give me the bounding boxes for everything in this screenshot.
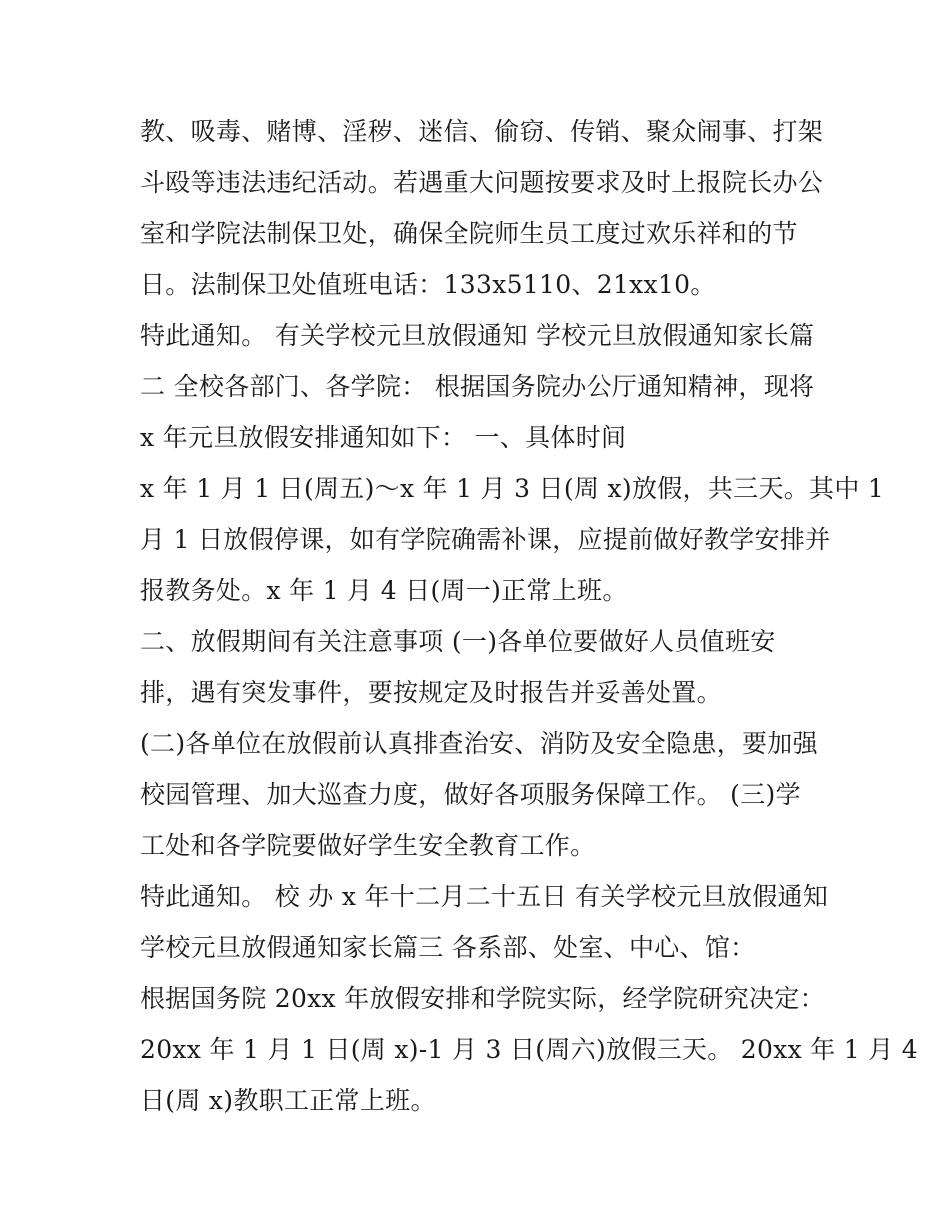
- text-line: (二)各单位在放假前认真排查治安、消防及安全隐患，要加强: [140, 729, 818, 758]
- text-line: 根据国务院 20xx 年放假安排和学院实际，经学院研究决定：: [140, 984, 825, 1013]
- document-page: [140, 106, 918, 1126]
- text-line: 室和学院法制保卫处，确保全院师生员工度过欢乐祥和的节: [140, 219, 798, 248]
- text-line: 报教务处。x 年 1 月 4 日(周一)正常上班。: [140, 576, 628, 605]
- text-line: 工处和各学院要做好学生安全教育工作。: [140, 831, 596, 860]
- text-line: 日(周 x)教职工正常上班。: [140, 1086, 436, 1115]
- text-line: x 年元旦放假安排通知如下： 一、具体时间: [140, 423, 627, 452]
- text-line: 二 全校各部门、各学院： 根据国务院办公厅通知精神，现将: [140, 372, 815, 401]
- text-line: 月 1 日放假停课，如有学院确需补课，应提前做好教学安排并: [140, 525, 831, 554]
- text-line: 20xx 年 1 月 1 日(周 x)-1 月 3 日(周六)放假三天。 20xx 年 1 月 4: [140, 1035, 918, 1064]
- text-line: 学校元旦放假通知家长篇三 各系部、处室、中心、馆：: [140, 933, 756, 962]
- text-line: 特此通知。 校 办 x 年十二月二十五日 有关学校元旦放假通知: [140, 882, 829, 911]
- text-line: 排，遇有突发事件，要按规定及时报告并妥善处置。: [140, 678, 722, 707]
- text-line: 日。法制保卫处值班电话：133x5110、21xx10。: [140, 270, 716, 299]
- text-line: 教、吸毒、赌博、淫秽、迷信、偷窃、传销、聚众闹事、打架: [140, 117, 824, 146]
- text-line: x 年 1 月 1 日(周五)～x 年 1 月 3 日(周 x)放假，共三天。其中 1: [140, 474, 885, 503]
- text-line: 特此通知。 有关学校元旦放假通知 学校元旦放假通知家长篇: [140, 321, 815, 350]
- text-line: 校园管理、加大巡查力度，做好各项服务保障工作。 (三)学: [140, 780, 801, 809]
- text-line: 斗殴等违法违纪活动。若遇重大问题按要求及时上报院长办公: [140, 168, 824, 197]
- text-line: 二、放假期间有关注意事项 (一)各单位要做好人员值班安: [140, 627, 776, 656]
